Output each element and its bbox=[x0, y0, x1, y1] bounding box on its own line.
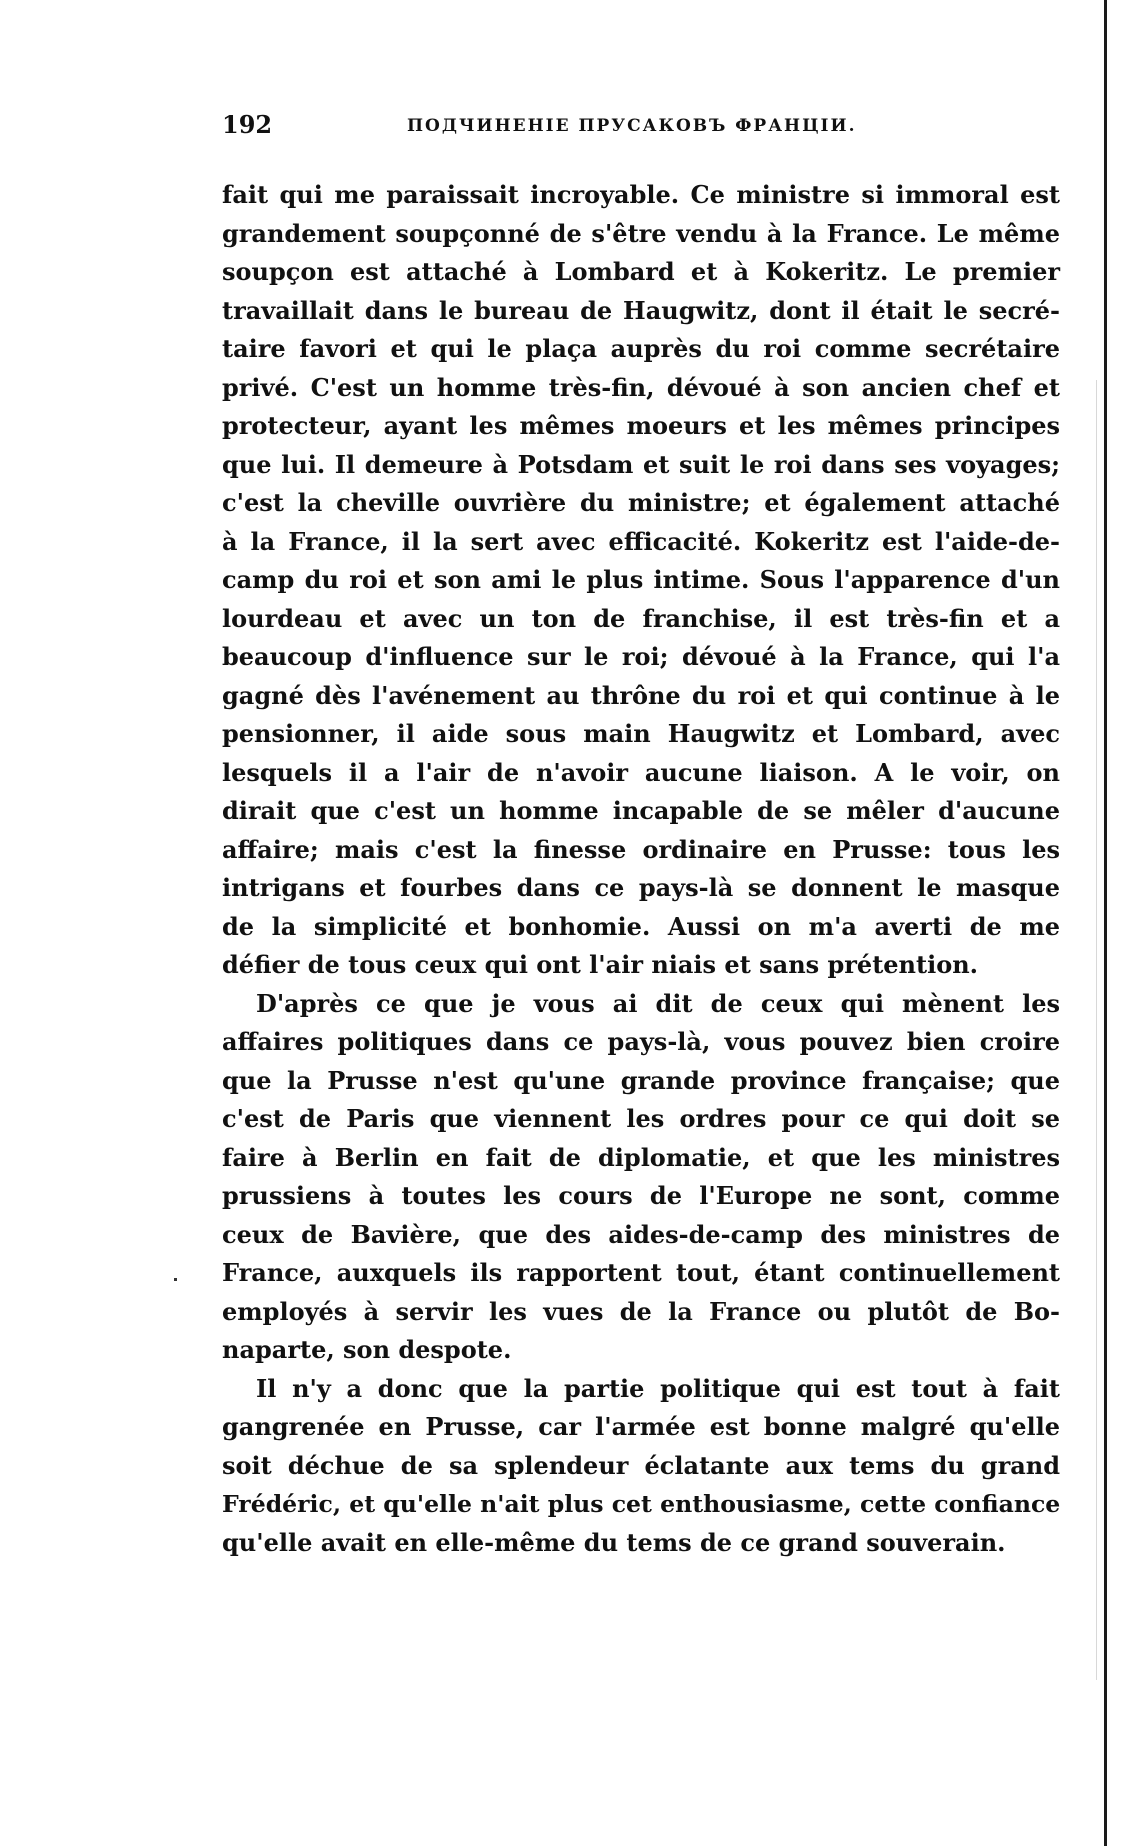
page-edge-line bbox=[1104, 0, 1107, 1846]
page-edge-shadow bbox=[1096, 380, 1097, 1680]
text-line: pensionner, il aide sous main Haugwitz et Lombard, avec bbox=[222, 719, 1060, 748]
page-header bbox=[222, 110, 862, 150]
text-line: soupçon est attaché à Lombard et à Kokeritz. Le premier bbox=[222, 257, 1060, 286]
text-line: Frédéric, et qu'elle n'ait plus cet enthousiasme, cette confiance bbox=[222, 1490, 1061, 1518]
text-line: que la Prusse n'est qu'une grande province française; que bbox=[222, 1065, 1060, 1095]
paragraph-start-line: Il n'y a donc que la partie politique qui est tout à fait bbox=[256, 1373, 1060, 1403]
text-line: France, auxquels ils rapportent tout, étant continuellement bbox=[222, 1258, 1060, 1287]
text-line: affaire; mais c'est la finesse ordinaire en Prusse: tous les bbox=[222, 834, 1060, 864]
text-line: gangrenée en Prusse, car l'armée est bonne malgré qu'elle bbox=[222, 1412, 1060, 1441]
margin-speck bbox=[174, 1278, 177, 1281]
text-line: c'est de Paris que viennent les ordres pour ce qui doit se bbox=[222, 1104, 1060, 1133]
text-line: défier de tous ceux qui ont l'air niais et sans prétention. bbox=[222, 950, 979, 979]
text-line: camp du roi et son ami le plus intime. Sous l'apparence d'un bbox=[222, 565, 1060, 594]
text-line: faire à Berlin en fait de diplomatie, et que les ministres bbox=[222, 1142, 1060, 1172]
text-line: employés à servir les vues de la France ou plutôt de Bo- bbox=[222, 1296, 1060, 1326]
text-line: intrigans et fourbes dans ce pays-là se donnent le masque bbox=[222, 873, 1060, 902]
text-line: de la simplicité et bonhomie. Aussi on m'a averti de me bbox=[222, 911, 1060, 941]
running-title: ПОДЧИНЕНІЕ ПРУСАКОВЪ ФРАНЦІИ. bbox=[407, 116, 857, 136]
text-line: à la France, il la sert avec efficacité. Kokeritz est l'aide-de- bbox=[222, 526, 1060, 556]
text-line: beaucoup d'influence sur le roi; dévoué à la France, qui l'a bbox=[222, 642, 1060, 671]
text-line: qu'elle avait en elle-même du tems de ce grand souverain. bbox=[222, 1527, 1006, 1557]
page-number: 192 bbox=[222, 110, 273, 139]
text-line: fait qui me paraissait incroyable. Ce ministre si immoral est bbox=[222, 180, 1060, 209]
paragraph-start-line: D'après ce que je vous ai dit de ceux qui mènent les bbox=[256, 988, 1060, 1018]
text-line: soit déchue de sa splendeur éclatante aux tems du grand bbox=[222, 1450, 1060, 1480]
text-line: gagné dès l'avénement au thrône du roi et qui continue à le bbox=[222, 680, 1060, 710]
text-line: c'est la cheville ouvrière du ministre; et également attaché bbox=[222, 488, 1060, 517]
text-line: lourdeau et avec un ton de franchise, il est très-fin et a bbox=[222, 603, 1060, 633]
text-line: protecteur, ayant les mêmes moeurs et les mêmes principes bbox=[222, 411, 1060, 440]
body-text bbox=[222, 176, 1060, 1562]
text-line: naparte, son despote. bbox=[222, 1335, 512, 1364]
text-line: grandement soupçonné de s'être vendu à la France. Le même bbox=[222, 218, 1060, 248]
text-line: que lui. Il demeure à Potsdam et suit le roi dans ses voyages; bbox=[222, 449, 1060, 479]
text-line: taire favori et qui le plaça auprès du roi comme secrétaire bbox=[222, 334, 1060, 363]
text-line: affaires politiques dans ce pays-là, vous pouvez bien croire bbox=[222, 1027, 1060, 1056]
text-line: lesquels il a l'air de n'avoir aucune liaison. A le voir, on bbox=[222, 757, 1060, 787]
text-line: privé. C'est un homme très-fin, dévoué à son ancien chef et bbox=[222, 372, 1060, 402]
text-line: ceux de Bavière, que des aides-de-camp des ministres de bbox=[222, 1219, 1060, 1249]
text-line: prussiens à toutes les cours de l'Europe ne sont, comme bbox=[222, 1181, 1060, 1210]
text-line: dirait que c'est un homme incapable de se mêler d'aucune bbox=[222, 796, 1060, 825]
text-line: travaillait dans le bureau de Haugwitz, dont il était le secré- bbox=[222, 295, 1060, 325]
